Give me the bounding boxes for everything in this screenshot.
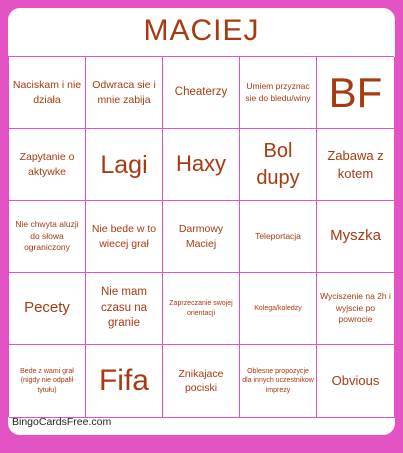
bingo-cell[interactable]: Oblesne propozycje dla innych uczestnikow imprezy bbox=[240, 345, 317, 418]
bingo-cell[interactable]: Wyciszenie na 2h i wyjscie po powrocie bbox=[317, 273, 395, 345]
bingo-cell[interactable]: Pecety bbox=[9, 273, 86, 345]
site-credit: BingoCardsFree.com bbox=[12, 416, 112, 428]
bingo-cell[interactable]: Zapytanie o aktywke bbox=[9, 129, 86, 201]
bingo-cell[interactable]: Odwraca sie i mnie zabija bbox=[86, 57, 163, 129]
bingo-cell[interactable]: Teleportacja bbox=[240, 201, 317, 273]
bingo-cell[interactable]: BF bbox=[317, 57, 395, 129]
bingo-cell[interactable]: Fifa bbox=[86, 345, 163, 418]
bingo-cell[interactable]: Zaprzeczanie swojej orientacji bbox=[163, 273, 240, 345]
bingo-grid bbox=[8, 56, 394, 417]
bingo-cell[interactable]: Cheaterzy bbox=[163, 57, 240, 129]
bingo-cell[interactable]: Umiem przyznac sie do bledu/winy bbox=[240, 57, 317, 129]
bingo-cell[interactable]: Kolega/koledzy bbox=[240, 273, 317, 345]
bingo-cell[interactable]: Darmowy Maciej bbox=[163, 201, 240, 273]
bingo-cell[interactable]: Myszka bbox=[317, 201, 395, 273]
bingo-cell[interactable]: Haxy bbox=[163, 129, 240, 201]
bingo-cell[interactable]: Zabawa z kotem bbox=[317, 129, 395, 201]
bingo-cell[interactable]: Naciskam i nie działa bbox=[9, 57, 86, 129]
bingo-cell[interactable]: Bol dupy bbox=[240, 129, 317, 201]
card-title: MACIEJ bbox=[143, 14, 260, 47]
bingo-cell[interactable]: Bede z wami grał (nigdy nie odpalił tytułu) bbox=[9, 345, 86, 418]
bingo-cell[interactable]: Nie mam czasu na granie bbox=[86, 273, 163, 345]
bingo-cell[interactable]: Nie bede w to wiecej grał bbox=[86, 201, 163, 273]
bingo-cell[interactable]: Znikajace pociski bbox=[163, 345, 240, 418]
bingo-cell[interactable]: Obvious bbox=[317, 345, 395, 418]
bingo-cell[interactable]: Nie chwyta aluzji do słowa ograniczony bbox=[9, 201, 86, 273]
bingo-cell[interactable]: Lagi bbox=[86, 129, 163, 201]
